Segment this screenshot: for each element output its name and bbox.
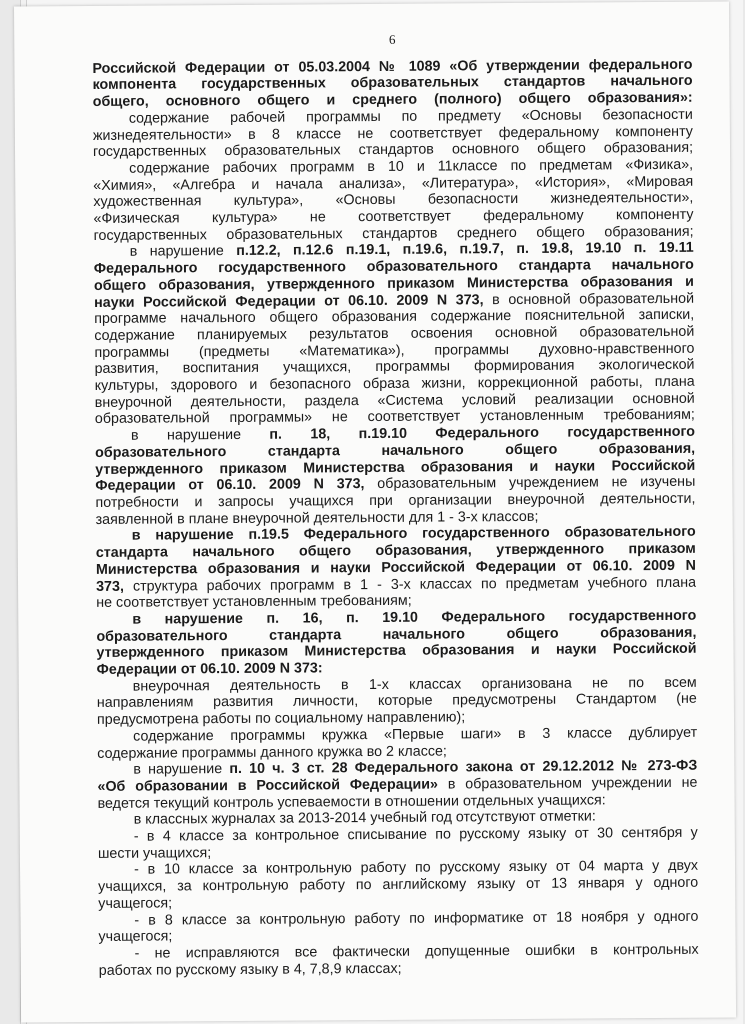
text-run: не соответствует установленным требованиям; (96, 592, 412, 612)
text-run: - в 4 классе за контрольное списывание по русскому языку от 30 сентября у (133, 824, 698, 845)
bold-text: науки Российской Федерации от 06.10. 2009 N 373, (94, 291, 484, 311)
text-run: потребности и запросы учащихся при организации внеурочной деятельности, (95, 490, 696, 511)
text-run: - в 10 классе за контрольную работу по русскому языку от 04 марта у двух (133, 858, 699, 879)
bold-text: Министерства образования и науки Российской Федерации от 06.10. 2009 N (95, 557, 696, 578)
text-run: в нарушение (133, 761, 230, 778)
text-run: художественная культура», «Основы безопасности жизнедеятельности», (93, 190, 694, 211)
text-run: внеурочная деятельность в 1-х классах организована не по всем (132, 674, 697, 695)
bold-text: п. 10 ч. 3 ст. 28 Федерального закона от 29.12.2012 № 273-ФЗ (229, 757, 698, 778)
bold-text: п.12.2, п.12.6 п.19.1, п.19.6, п.19.7, п. 19.8, 19.10 п. 19.11 (236, 240, 694, 260)
bold-text: Федерации от 06.10. 2009 N 373, (95, 476, 365, 495)
text-run: программе начального общего образования содержание пояснительной записки, (94, 307, 695, 328)
text-run: «Химия», «Алгебра и начала анализа», «Литература», «История», «Мировая (93, 173, 694, 194)
bold-text: «Об образовании в Российской Федерации» (97, 776, 439, 795)
text-run: учащегося; (98, 928, 173, 946)
bold-text: стандарта начального общего образования, утвержденного приказом (95, 540, 696, 562)
text-run: учащегося; (98, 895, 173, 912)
text-run: в классных журналах за 2013-2014 учебный год отсутствуют отметки: (133, 808, 596, 829)
bold-text: Федерации от 06.10. 2009 N 373: (96, 660, 323, 678)
text-run: развития, воспитания учащихся, программы формирования экологической (94, 357, 695, 378)
text-run: заявленной в плане внеурочной деятельности для 1 - 3-х классов; (95, 508, 539, 528)
text-run: - не исправляются все фактически допущенные ошибки в контрольных (134, 941, 699, 962)
bold-text: общего, основного общего и среднего (полного) общего образования»: (92, 89, 693, 111)
text-run: образовательной программы» не соответствует установленным требованиям; (94, 407, 695, 428)
bold-text: 373, (96, 578, 124, 595)
bold-text: утвержденного приказом Министерства образования и науки Российской (95, 457, 696, 478)
text-run: «Физическая культура» не соответствует федеральному компоненту (93, 206, 694, 227)
text-run: содержание программы данного кружка во 2 классе; (97, 743, 447, 762)
text-run: программы (предметы «Математика»), программы духовно-нравственного (94, 340, 695, 361)
text-run: учащихся, за контрольную работу по английскому языку от 13 января у одного (98, 874, 699, 896)
text-run: направлениям развития личности, которые предусмотрены Стандартом (не (96, 691, 697, 712)
text-run: содержание рабочих программ в 10 и 11классе по предметам «Физика», (129, 156, 694, 177)
text-run: - в 8 классе за контрольную работу по информатике от 18 ноября у одного (134, 908, 699, 929)
text-run: в нарушение (129, 243, 237, 261)
text-run: структура рабочих программ в 1 - 3-х классах по предметам учебного плана (123, 574, 697, 595)
bold-text: в нарушение п.19.5 Федерального государственного образовательного (131, 524, 696, 545)
bold-text: в нарушение п. 16, п. 19.10 Федерального государственного (132, 607, 697, 628)
bold-text: Федерального государственного образовательного стандарта начального (93, 256, 694, 278)
document-page (14, 2, 736, 1023)
text-run: внеурочной деятельности, раздела «Система условий реализации основной (94, 390, 695, 411)
text-run: в нарушение (130, 426, 270, 444)
bold-text: утвержденного приказом Министерства образования и науки Российской (96, 641, 697, 662)
text-run: содержание программы кружка «Первые шаги» в 3 классе дублирует (133, 724, 698, 745)
text-run: государственных образовательных стандартов среднего общего образования; (93, 223, 694, 244)
bold-text: образовательного стандарта начального общего образования, (95, 440, 696, 461)
document-text (92, 56, 698, 979)
bold-text: образовательного стандарта начального общего образования, (96, 624, 697, 645)
text-run: содержание рабочей программы по предмету «Основы безопасности (128, 106, 693, 127)
page-body (92, 30, 699, 980)
text-run: шести учащихся; (97, 844, 212, 862)
text-run: в образовательном учреждении не (437, 774, 698, 793)
text-run: в основной образовательной (483, 290, 695, 308)
text-line (99, 958, 699, 979)
text-run: предусмотрена работы по социальному направлению); (96, 709, 466, 729)
text-run: образовательным учреждением не изучены (364, 474, 696, 493)
page-number: 6 (388, 31, 396, 47)
text-run: содержание планируемых результатов освоения основной образовательной (94, 323, 695, 344)
text-run: ведется текущий контроль успеваемости в отношении отдельных учащихся: (97, 792, 606, 812)
bold-text: п. 18, п.19.10 Федерального государственного (269, 423, 696, 443)
text-run: работах по русскому языку в 4, 7,8,9 классах; (98, 960, 402, 979)
text-run: культуры, здорового и безопасного образа жизни, коррекционной работы, плана (94, 373, 695, 395)
bold-text: общего образования, утвержденного приказом Министерства образования и (93, 273, 695, 294)
text-run: государственных образовательных стандартов основного общего образования; (92, 139, 694, 161)
bold-text: Российской Федерации от 05.03.2004 № 1089 «Об утверждении федерального (92, 56, 693, 77)
text-run: жизнедеятельности» в 8 классе не соответствует федеральному компоненту (92, 123, 693, 144)
bold-text: компонента государственных образовательных стандартов начального (92, 73, 693, 94)
